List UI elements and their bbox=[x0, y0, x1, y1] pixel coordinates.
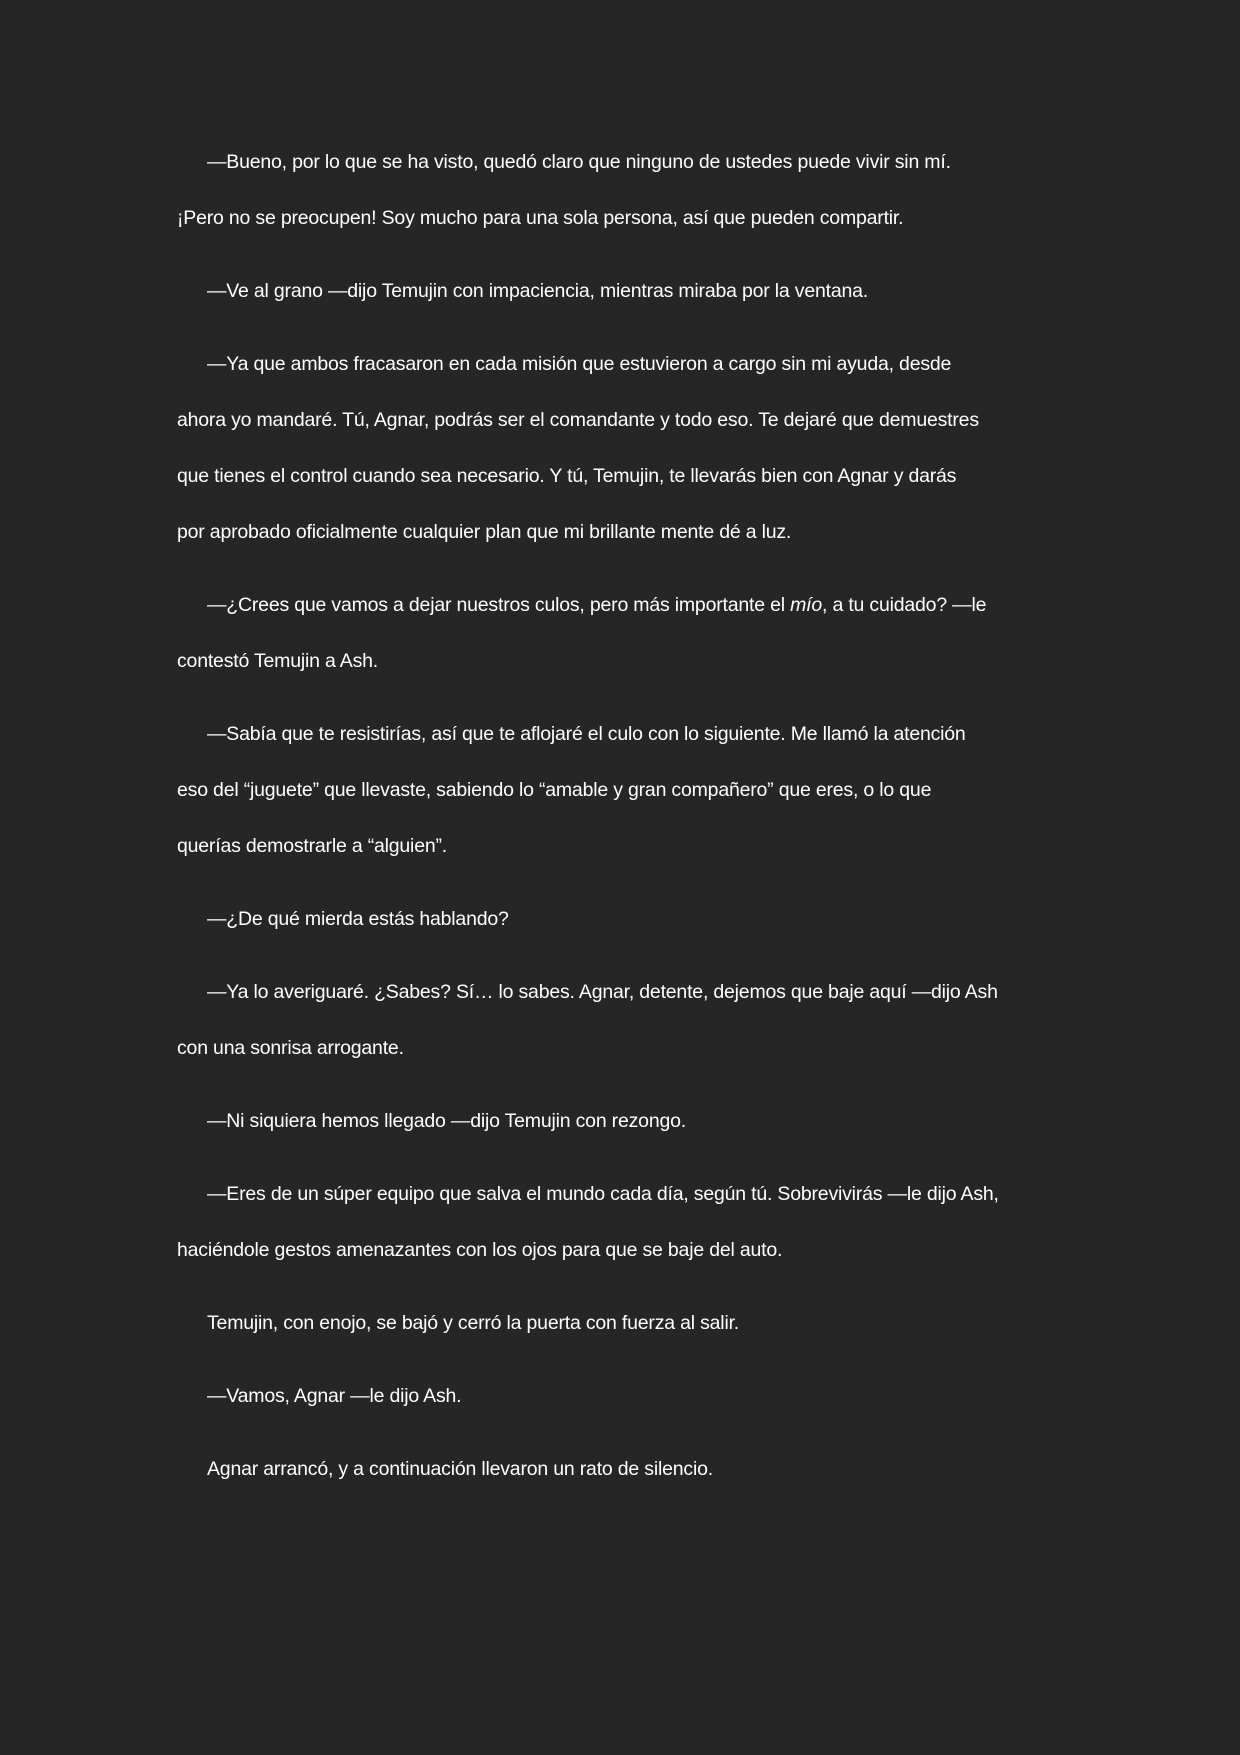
text-line: —Vamos, Agnar —le dijo Ash. bbox=[207, 1385, 462, 1407]
text-line: con una sonrisa arrogante. bbox=[177, 1037, 404, 1059]
paragraph bbox=[177, 1368, 1077, 1424]
paragraph bbox=[177, 134, 1077, 246]
text-line: ahora yo mandaré. Tú, Agnar, podrás ser el comandante y todo eso. Te dejaré que demuestres bbox=[177, 409, 979, 431]
text-line: —Ya que ambos fracasaron en cada misión que estuvieron a cargo sin mi ayuda, desde bbox=[207, 353, 952, 375]
text-line: —Ni siquiera hemos llegado —dijo Temujin con rezongo. bbox=[207, 1110, 686, 1132]
paragraph bbox=[177, 1166, 1077, 1278]
text-line: —Bueno, por lo que se ha visto, quedó claro que ninguno de ustedes puede vivir sin mí. bbox=[207, 151, 951, 173]
document-body bbox=[177, 134, 1077, 1514]
paragraph bbox=[177, 336, 1077, 560]
text-line: contestó Temujin a Ash. bbox=[177, 650, 378, 672]
italic-text: mío bbox=[790, 594, 823, 616]
text-line: querías demostrarle a “alguien”. bbox=[177, 835, 447, 857]
paragraph bbox=[177, 891, 1077, 947]
text-line: —Ve al grano —dijo Temujin con impaciencia, mientras miraba por la ventana. bbox=[207, 280, 868, 302]
text-line: —¿De qué mierda estás hablando? bbox=[207, 908, 509, 930]
text-line: ¡Pero no se preocupen! Soy mucho para una sola persona, así que pueden compartir. bbox=[177, 207, 904, 229]
paragraph bbox=[177, 263, 1077, 319]
paragraph bbox=[177, 1093, 1077, 1149]
text-run: , a tu cuidado? —le bbox=[822, 594, 987, 616]
paragraph bbox=[177, 577, 1077, 689]
text-run: —¿Crees que vamos a dejar nuestros culos, pero más importante el bbox=[207, 594, 791, 616]
text-line: —Eres de un súper equipo que salva el mundo cada día, según tú. Sobrevivirás —le dijo Ash, bbox=[207, 1183, 999, 1205]
text-line bbox=[177, 577, 1077, 633]
paragraph bbox=[177, 706, 1077, 874]
text-line: Temujin, con enojo, se bajó y cerró la puerta con fuerza al salir. bbox=[207, 1312, 740, 1334]
paragraph bbox=[177, 964, 1077, 1076]
text-line: por aprobado oficialmente cualquier plan que mi brillante mente dé a luz. bbox=[177, 521, 792, 543]
text-line: que tienes el control cuando sea necesario. Y tú, Temujin, te llevarás bien con Agnar y darás bbox=[177, 465, 957, 487]
text-line: —Sabía que te resistirías, así que te aflojaré el culo con lo siguiente. Me llamó la atención bbox=[207, 723, 966, 745]
paragraph bbox=[177, 1441, 1077, 1497]
text-line: eso del “juguete” que llevaste, sabiendo lo “amable y gran compañero” que eres, o lo que bbox=[177, 779, 932, 801]
text-line: —Ya lo averiguaré. ¿Sabes? Sí… lo sabes. Agnar, detente, dejemos que baje aquí —dijo Ash bbox=[207, 981, 998, 1003]
text-line: haciéndole gestos amenazantes con los ojos para que se baje del auto. bbox=[177, 1239, 783, 1261]
text-line: Agnar arrancó, y a continuación llevaron un rato de silencio. bbox=[207, 1458, 713, 1480]
paragraph bbox=[177, 1295, 1077, 1351]
